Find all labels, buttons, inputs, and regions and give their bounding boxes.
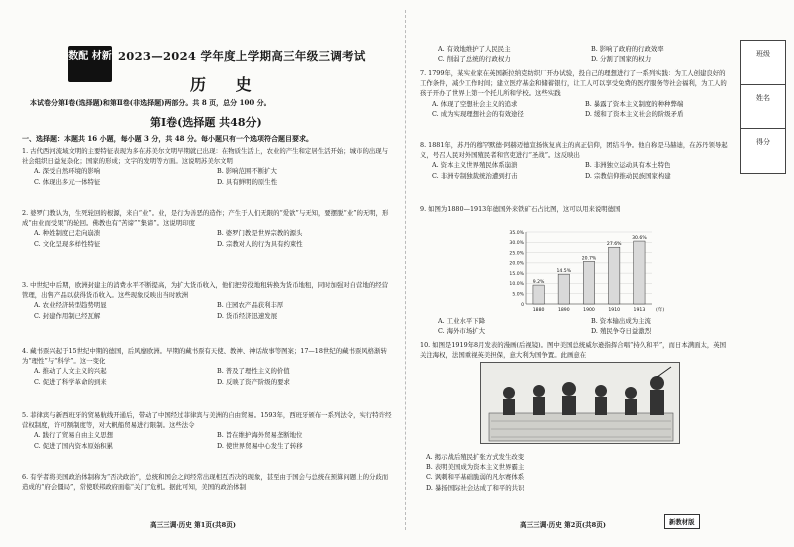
option[interactable]: D. 缓和了资本主义社会的阶级矛盾 [585, 109, 684, 118]
option[interactable]: B. 资本输出成为主流 [591, 317, 651, 325]
iron-ore-import-chart [502, 226, 682, 316]
option[interactable]: C. 封建作用制已经瓦解 [34, 311, 101, 320]
question-10 [420, 340, 730, 360]
option[interactable]: C. 讽刺和平基础脆弱的凡尔赛体系 [426, 473, 525, 482]
exam-title: 2023—2024 学年度上学期高三年级三调考试 [118, 49, 366, 63]
question-text: 4. 藏书票兴起于15世纪中期的德国，后风靡欧洲。早期的藏书票有天使、教神、神话故事等图案；17—18世纪的藏书票风格渐转为“理性”与“科学”。这一变化 [22, 347, 387, 366]
bar-value-label: 30.6% [632, 236, 647, 242]
bar [609, 247, 620, 304]
option[interactable]: B. 暴露了资本主义制度的种种弊端 [585, 99, 684, 108]
option[interactable]: C. 成为实现理想社会的有效途径 [432, 109, 524, 118]
score-field[interactable]: 得分 [756, 138, 770, 146]
option[interactable]: B. 影响范围不断扩大 [217, 167, 277, 176]
option[interactable]: D. 反映了资产阶级的要求 [217, 377, 290, 386]
option[interactable]: B. 庄园农产品获利丰厚 [217, 301, 284, 310]
option[interactable]: B. 旨在维护海外贸易垄断地位 [217, 431, 303, 440]
publisher-logo: 数配 材新 [68, 46, 112, 82]
footer-page-2: 高三三调·历史 第2页(共8页) [520, 521, 606, 529]
option[interactable]: A. 资本主义世界殖民体系崩溃 [432, 161, 518, 170]
y-tick-label: 30.0% [509, 241, 524, 247]
question-7 [420, 68, 730, 119]
y-tick-label: 20.0% [509, 261, 524, 267]
bar [533, 285, 544, 304]
y-tick-label: 15.0% [509, 271, 524, 277]
y-tick-label: 10.0% [509, 282, 524, 288]
option[interactable]: C. 文化呈现多样性特征 [34, 239, 101, 248]
option[interactable]: D. 分割了国家的权力 [591, 55, 652, 64]
bar [558, 274, 569, 304]
bar-value-label: 20.7% [581, 256, 597, 262]
option[interactable]: A. 深受自然环境的影响 [34, 167, 101, 176]
option[interactable]: B. 表明美国成为资本主义世界霸主 [426, 463, 525, 472]
cartoon-drawing [481, 363, 680, 444]
option[interactable]: A. 推动了人文主义的兴起 [34, 367, 107, 376]
option[interactable]: D. 宗教对人的行为具有约束性 [217, 239, 303, 248]
option[interactable]: B. 婆罗门教是世界宗教的源头 [217, 229, 303, 238]
question-text: 5. 菲律宾与新西班牙的贸易航线开通后，带动了中国经过菲律宾与美洲的自由贸易。1593年，西班牙颁布一系列法令，实行特许经营权制度，许可额制度等，对大帆船贸易进行限制。这些法令 [22, 411, 392, 430]
bar-value-label: 9.2% [532, 280, 545, 286]
x-axis-unit: (年) [656, 308, 665, 313]
bar-value-label: 27.6% [606, 242, 622, 248]
question-options [438, 44, 736, 64]
option[interactable]: D. 货币经济迅速发展 [217, 311, 278, 320]
question-options [34, 300, 392, 320]
x-tick-label: 1910 [608, 308, 621, 313]
option[interactable]: A. 有效地维护了人民民主 [438, 45, 511, 53]
question-text: 3. 中世纪中后期，欧洲封建主的消费水平不断提高，为扩大货币收入，他们把劳役地租转换为货币地租，同时加强对自营地的经营管理，出售产品以获得货币收入。这些现象反映出当时欧洲 [22, 281, 389, 300]
question-text: 2. 婆罗门教认为，生死轮回的根源，来自“业”。业，是行为善恶的造作；产生于人们无限的“爱欲”与无知，要摆脱“业”的无明，形成“由业而受果”的轮回。佛教也有“苦谛”“集谛”。这说明印度 [22, 209, 389, 228]
question-text: 1. 古代西河流域文明的主要特征表现为多在苏美尔文明早期就已出现：在物质生活上，农业的产生和定居生活开始；城市的出现与社会组织日益复杂化；国家的形成；文字的发明等方面。这说明苏美尔文明 [22, 147, 389, 166]
question-5 [22, 410, 392, 451]
exam-note: 本试卷分第Ⅰ卷(选择题)和第Ⅱ卷(非选择题)两部分。共 8 页，总分 100 分。 [30, 98, 271, 107]
question-options [34, 430, 392, 450]
y-tick-label: 25.0% [509, 251, 524, 257]
x-tick-label: 1890 [557, 308, 570, 313]
option[interactable]: A. 践行了贸易自由主义思想 [34, 431, 113, 440]
column-divider [405, 10, 406, 530]
question-3 [22, 280, 392, 321]
option[interactable]: C. 非洲专制独裁统治遭到打击 [432, 171, 518, 180]
bar [583, 261, 594, 304]
question-9-options [426, 316, 736, 336]
option[interactable]: A. 体现了空想社会主义的追求 [432, 99, 518, 108]
option[interactable]: D. 具有鲜明的原生性 [217, 177, 278, 186]
option[interactable]: B. 非洲独立运动具有本土特色 [585, 161, 671, 170]
option[interactable]: D. 使世界贸易中心发生了转移 [217, 441, 303, 450]
name-field[interactable]: 姓名 [741, 85, 785, 129]
question-9 [420, 204, 730, 214]
question-options [34, 166, 392, 186]
question-options [432, 160, 730, 180]
question-options [438, 316, 736, 336]
option[interactable]: D. 宗教信仰推动民族国家构建 [585, 171, 671, 180]
y-tick-label: 0 [521, 302, 524, 308]
option[interactable]: C. 海外市场扩大 [438, 327, 486, 336]
edition-badge: 新教材版 [664, 514, 700, 529]
question-text: 9. 如图为1880—1913年德国外来铁矿石占比图，这可以用来说明德国 [420, 205, 621, 213]
question-1 [22, 146, 392, 187]
option[interactable]: A. 农业经济转型趋势明显 [34, 301, 107, 310]
class-field[interactable]: 班级 [741, 41, 785, 85]
question-text: 7. 1799年，某实业家在英国新拉纳克纺织厂开办试验，投自己的理想进行了一系列实践：为工人创建良好的工作条件，减少工作时间；建立医疗基金和储蓄银行，让工人可以享受免费的医疗服务等社会福利，为工人的孩子开办了世界上第一个托儿所和学校。这些实践 [420, 69, 727, 98]
x-tick-label: 1880 [532, 308, 545, 313]
option[interactable]: C. 削弱了总统的行政权力 [438, 55, 511, 64]
question-text: 6. 有学者将美国政治体制称为“否决政治”，总统和国会之间经常出现相互否决的现象，甚至由于国会与总统在预算问题上的分歧而造成的“府会僵局”，常使联邦政府面临“关门”危机。据此可知，美国的政治体制 [22, 473, 389, 492]
option[interactable]: C. 体现出多元一体特征 [34, 177, 101, 186]
section-instructions: 一、选择题：本题共 16 小题，每小题 3 分，共 48 分。每小题只有一个选项符合题目要求。 [22, 134, 313, 143]
question-8 [420, 140, 730, 181]
subject-title: 历 史 [190, 75, 264, 94]
bar [634, 241, 645, 304]
y-tick-label: 35.0% [509, 230, 524, 236]
part-title: 第Ⅰ卷(选择题 共48分) [150, 116, 262, 129]
option[interactable]: C. 促进了科学革命的到来 [34, 377, 107, 386]
question-options [432, 99, 730, 119]
option[interactable]: A. 揭示战后殖民扩张方式发生改变 [426, 453, 525, 461]
score-box [740, 40, 786, 174]
question-4 [22, 346, 392, 387]
question-6-options [426, 44, 736, 64]
question-6 [22, 472, 392, 492]
footer-page-1: 高三三调·历史 第1页(共8页) [150, 521, 236, 529]
question-options [34, 366, 392, 386]
option[interactable]: B. 影响了政府的行政效率 [591, 45, 664, 53]
x-tick-label: 1900 [583, 308, 595, 313]
question-options [34, 228, 392, 248]
question-10-options [426, 452, 736, 493]
option[interactable]: A. 工业水平下降 [438, 317, 486, 325]
x-tick-label: 1913 [633, 308, 646, 313]
question-2 [22, 208, 392, 249]
cartoon-illustration [480, 362, 680, 444]
option[interactable]: C. 促进了国内资本原始积累 [34, 441, 114, 450]
option[interactable]: B. 普及了理性主义的价值 [217, 367, 290, 376]
question-text: 10. 如图是1919年8月发表的漫画(后视镜)。图中美国总统威尔逊指挥合唱“持久和平”，而日本满面太，英国关注海权，法国重视英美担保，意大利为国争置。此画意在 [420, 341, 727, 360]
question-text: 8. 1881年，苏丹的穆罕默德·阿赫迈德宣扬恢复真主的真正信仰，团结斗争。他自称是马赫迪，在苏丹领导起义，号召人民对外国殖民者和官吏进行“圣战”。这反映出 [420, 141, 728, 160]
option[interactable]: D. 暴扬国际社会达成了和平的共识 [426, 483, 525, 492]
option[interactable]: A. 种姓制度已走向崩溃 [34, 229, 101, 238]
y-tick-label: 5.0% [512, 292, 524, 298]
bar-value-label: 14.5% [556, 269, 572, 275]
option[interactable]: D. 殖民争夺日益激烈 [591, 327, 652, 336]
